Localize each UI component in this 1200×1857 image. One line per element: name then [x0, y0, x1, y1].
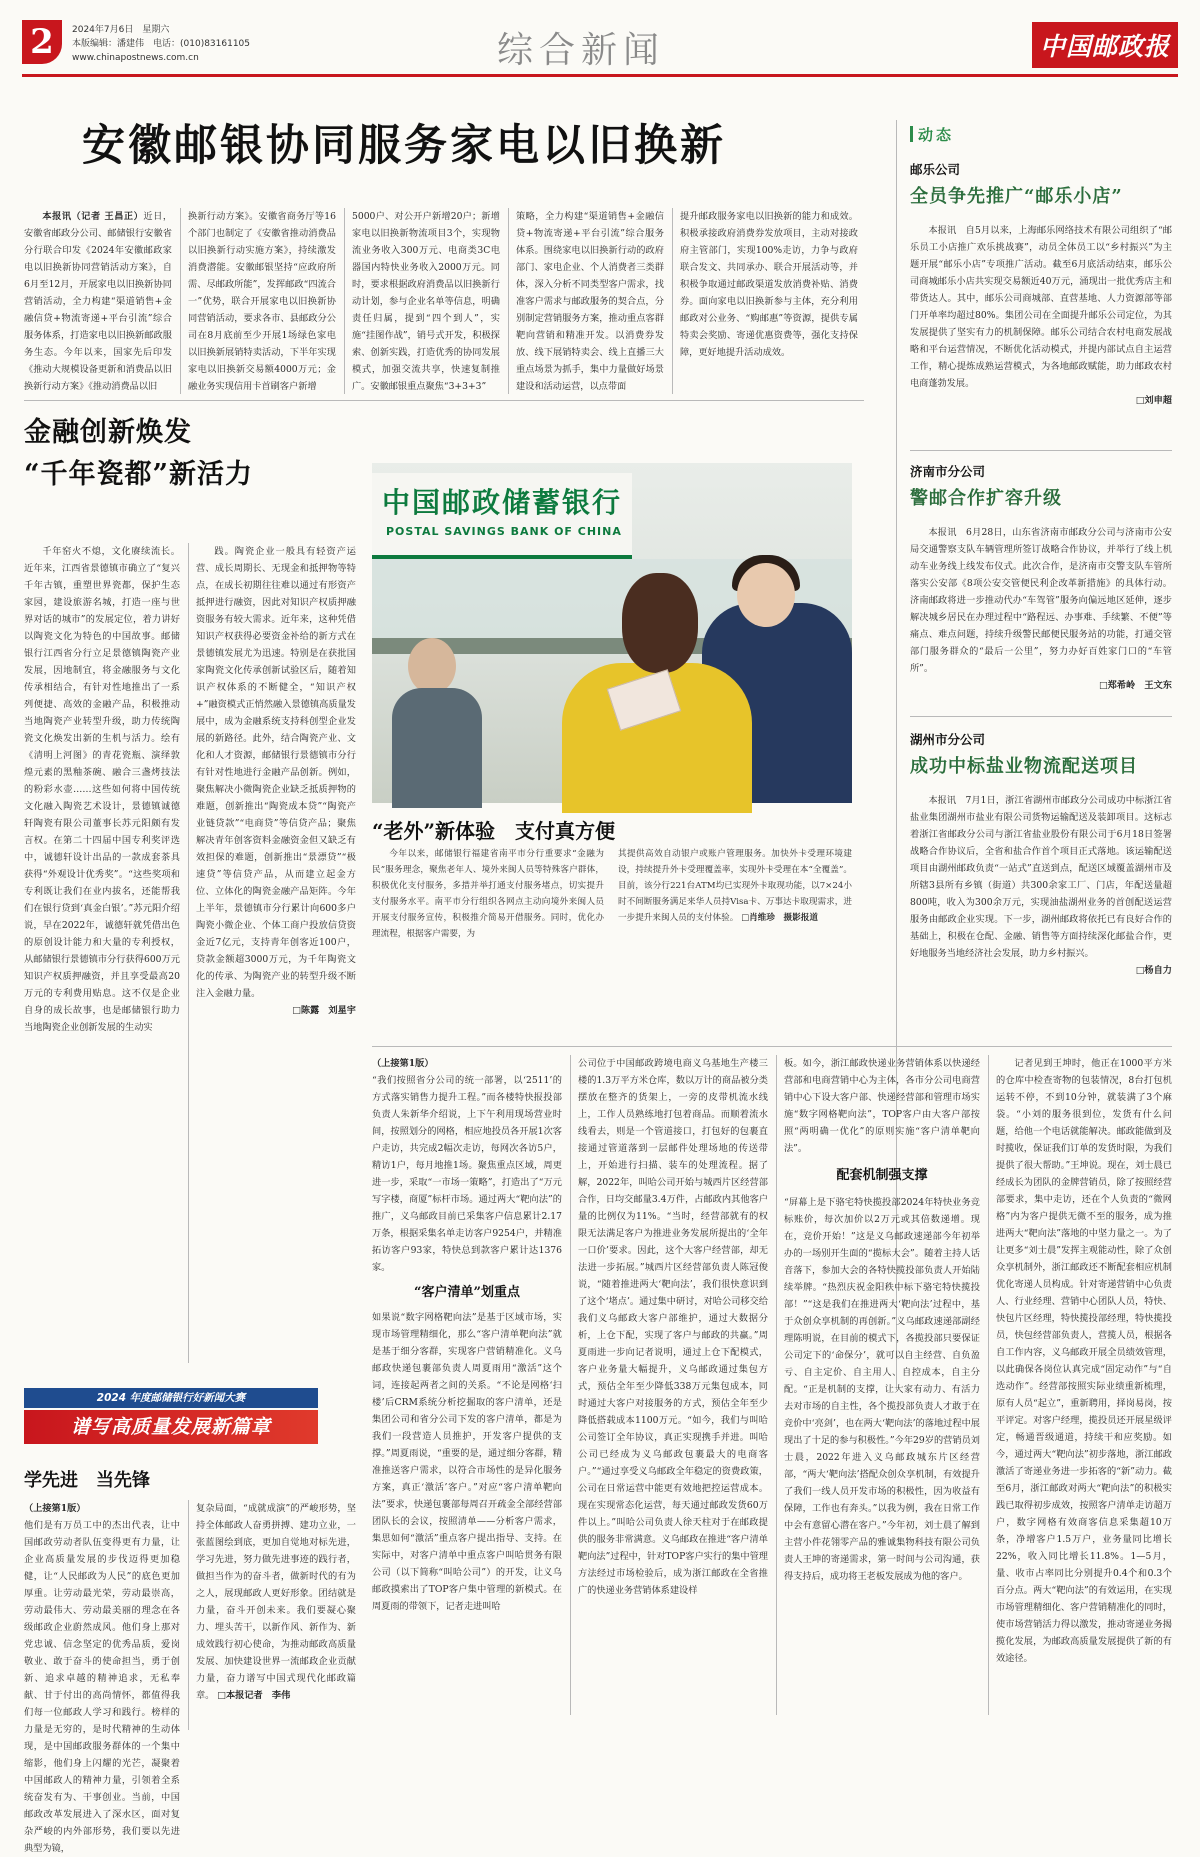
- lead-column-4: 策略，全力构建“渠道销售+金融信贷+物流寄递+平台引流”综合服务体系。围绕家电以旧换新行动的政府部门、家电企业、个人消费者三类群体，深入分析不同类型客户需求，找准客户需求与邮政服务的契合点，分别制定营销服务方案，推动重点客群靶向营销和精准开发。以消费券发放、线下展销特卖会、线上直播三大重点场景为抓手，集中力量做好场景建设和活动运营，以点带面: [516, 211, 664, 392]
- masthead-info: [72, 23, 250, 65]
- photo-person-left-body: [392, 688, 482, 808]
- ceramics-column-1: 千年窑火不熄，文化赓续流长。近年来，江西省景德镇市确立了“复兴千年古镇，重塑世界瓷都，保护生态家园，建设旅游名城，打造一座与世界对话的城市”的发展定位，着力讲好以陶瓷文化为特色的中国故事。邮储银行江西省分行立足景德镇陶瓷产业发展，因地制宜，将金融服务与文化传承相结合，有针对性地推出了一系列便捷、高效的金融产品，积极推动当地陶瓷产业转型升级，助力传统陶瓷文化焕发出新的生机与活力。绘有《清明上河图》的青花瓷瓶、演绎敦煌元素的黑釉茶碗、融合三盏烤技法的粉彩水壶……这些如何将中国传统文化融入陶瓷艺术设计，景德镇诚德轩陶瓷有限公司董事长苏元阳颇有发言权。在第二十四届中国专利奖评选中，诚德轩设计出品的一款成套茶具获得“外观设计优秀奖”。“这些奖项和专利既让我们在业内拔名，还能帮我们在银行贷到‘真金白银’。”苏元阳介绍说，早在2022年，诚德轩就凭借出色的原创设计能力和大量的专利授权，从邮储银行景德镇市分行获得600万元知识产权质押融资，并且享受最高20万元的专利费用贴息。这不仅是企业自身的成长故事，也是邮储银行助力当地陶瓷企业创新发展的生动实: [24, 546, 180, 1033]
- ceramics-headline-line2: “千年瓷都”新活力: [24, 459, 254, 490]
- learn-credit: □本报记者 李伟: [217, 1690, 291, 1701]
- ceramics-col2-text: 践。陶瓷企业一般具有轻资产运营、成长周期长、无现金和抵押物等特点，在成长初期往往难以通过有形资产抵押进行融资，因此对知识产权质押融资服务有较大需求。近年来，这种凭借知识产权获得必要资金补给的新方式在景德镇发展尤为迅速。特别是在获批国家陶瓷文化传承创新试验区后，随着知识产权体系的不断健全，“知识产权+”融资模式正悄然融入景德镇高质量发展中，成为金融系统支持科创型企业发展的新路径。此外，结合陶瓷产业、文化和人才资源，邮储银行景德镇市分行有针对性地进行金融产品创新。例如，聚焦解决小微陶瓷企业缺乏抵质押物的难题，创新推出“陶瓷成本贷”“陶瓷产业链贷款”“电商贷”等信贷产品；聚焦解决青年创客资料金融资金但又缺乏有效担保的难题，创新推出“景漂贷”“极速贷”等信贷产品，从而建立起金方位、立体化的陶瓷金融产品矩阵。今年上半年，景德镇市分行累计向600多户陶瓷小微企业、个体工商户投放信贷资金近7亿元，支持青年创客近100户，贷款金额超3000万元，为千年陶瓷文化的传承、为陶瓷产业的转型升级不断注入金融力量。: [196, 546, 356, 999]
- continued-column-3: [784, 1055, 980, 1715]
- column-divider: [508, 208, 509, 394]
- item3-signature: □杨自力: [1135, 965, 1172, 976]
- item3-body: 本报讯 7月1日，浙江省湖州市邮政分公司成功中标浙江省盐业集团湖州市盐业有限公司货物运输配送及装卸项目。这标志着浙江省邮政分公司与浙江省盐业股份有限公司于6月18日签署战略合作协议后，全省和盐合作首个项目正式落地。该运输配送项目由湖州邮政负责“一站式”直送到点，配送区域覆盖湖州市及所辖3县所有乡镇（街道）共300余家工厂、门店，年配送量超800吨，收入为300余万元，实现油盐湖州业务的首创配送运营服务由邮政企业实现。下一步，湖州邮政将依托已有良好合作的基础上，积极在仓配、金融、销售等方面持续深化邮盐合作，更好地服务当地经济社会发展，助力乡村振兴。: [910, 795, 1172, 959]
- contest-banner-top: 2024 年度邮储银行好新闻大赛: [24, 1388, 318, 1408]
- learn-col1-text: 他们是有万员工中的杰出代表，让中国邮政劳动者队伍变得更有力量，让企业高质量发展的步伐迈得更加稳健，让“人民邮政为人民”的底色更加厚重。让劳动最光荣，劳动最崇高，劳动最伟大、劳动最美丽的理念在各级邮政企业蔚然成风。他们身上那对党忠诚、信念坚定的优秀品质，爱岗敬业、敢于奋斗的使命担当，勇于创新、追求卓越的精神追求，无私奉献、甘于付出的高尚情怀，都值得我们每一位邮政人学习和践行。榜样的力量是无穷的，是时代精神的生动体现，是中国邮政服务群体的一个集中缩影，他们身上闪耀的光芒，凝聚着中国邮政人的精神力量，引领着全系统奋发有为、干事创业。当前，中国邮政改革发展进入了深水区，面对复杂严峻的内外部形势，我们要以先进典型为镜，: [24, 1520, 180, 1854]
- continued-col1-text: “我们按照省分公司的统一部署，以‘2511’的方式落实销售力提升工程。”而各楼特快报投部负责人朱新华介绍说，上下午利用现场营业时间，按照划分的网格，相应地投员各开展1次客户走访，共完成2幅次走访，每网次各访5户，精访1户，每月地推1场。聚焦重点区域，周更进一步，采取“一市场一策略”，打造出了“万元写字楼，商厦”标杆市场。通过两大“靶向法”的推广，义乌邮政目前已采集客户信息累计2.17万条，根据采集名单走访客户9254户，并精准拓访客户93家，特快总到款客户累计达1376家。: [372, 1075, 562, 1273]
- photo-person-left: [408, 638, 456, 694]
- learn-col2-text: 复杂局面，“成就成演”的严峻形势，坚持全体邮政人奋勇拼搏、建功立业，一张蓝图绘到底，更加自觉地对标先进，学习先进，努力做先进事迹的践行者，做担当作为的奋斗者，做新时代的有为之人，展现邮政人更好形象。团结就是力量，奋斗开创未来。我们要凝心聚力、埋头苦干，以新作风、新作为、新成效践行初心使命，为推动邮政高质量发展、加快建设世界一流邮政企业贡献力量，奋力谱写中国式现代化邮政篇章。: [196, 1503, 356, 1701]
- tag-bar: [910, 126, 913, 142]
- item1-signature: □刘申超: [1135, 395, 1172, 406]
- item3-headline: 成功中标盐业物流配送项目: [910, 756, 1138, 777]
- paper-logo: 中国邮政报: [1032, 22, 1178, 68]
- column-divider: [344, 208, 345, 394]
- section-divider: [372, 1046, 1172, 1047]
- continued-jump-label: （上接第1版）: [372, 1058, 434, 1069]
- photo-caption-col2: [618, 846, 852, 966]
- continued-subhead-1: “客户清单”划重点: [414, 1285, 520, 1300]
- item1-text: [910, 222, 1172, 432]
- lead-column-5: 提升邮政服务家电以旧换新的能力和成效。积极承接政府消费券发放项目，主动对接政府主管部门，实现100%走访，力争与政府联合发文、共同承办、联合开展活动等，并积极争取通过邮政渠道发放消费补贴、消费券。面向家电以旧换新参与主体，充分利用邮政对公业务、“购邮惠”等资源，提供专属特卖会奖励、寄递优惠资费等，强化支持保障，更好地提升活动成效。: [680, 211, 858, 358]
- lead-headline: 安徽邮银协同服务家电以旧换新: [82, 121, 726, 171]
- continued-column-1: [372, 1055, 562, 1715]
- continued-subhead-2: 配套机制强支撑: [836, 1168, 928, 1183]
- lead-col1-text: 近日，安徽省邮政分公司、邮储银行安徽省分行联合印发《2024年安徽邮政家电以旧换新协同营销活动方案》，自6月至12月，开展家电以旧换新协同营销活动，全力构建“渠道销售+金融信贷+物流寄递+平台引流”综合服务体系，打造家电以旧换新邮政服务生态。今年以来，国家先后印发《推动大规模设备更新和消费品以旧换新行动方案》《推动消费品以旧: [24, 211, 173, 392]
- photo-customer-head: [622, 573, 698, 673]
- photo-credit: □肖维珍 摄影报道: [741, 913, 818, 923]
- continued-col3-text: 板。如今，浙江邮政快递业务营销体系以快递经营部和电商营销中心为主体，各市分公司电商营销中心下设大客户部、快递经营部和管理市场实施“数字网格靶向法”，TOP客户由大客户部按照“两明确一优化”的原则实施“客户清单靶向法”。: [784, 1058, 980, 1154]
- continued-column-4: 记者见到王坤时，他正在1000平方米的仓库中检查寄物的包装情况，8台打包机运转不停，不到10分钟，就装满了3个麻袋。“小刘的服务很到位，发货有什么问题，给他一个电话就能解决。邮政能做到及时揽收，保证我们订单的发货时限，为我们提供了很大帮助。”王坤说。现在，刘士晨已经成长为团队的金牌营销员，除了按照经营部要求，集中走访，还在个人负责的“微网格”内为客户提供无微不至的服务，成为推进两大“靶向法”落地的中坚力量之一。为了让更多“刘士晨”发挥主观能动性，除了众创众享机制外，浙江邮政还不断配套相应机制优化寄递人员构成。针对寄递营销中心负责人、行业经理、营销中心团队人员，特快、快包片区经理，特快揽投部经理，特快揽投员，快包经营部负责人，营揽人员，根据各自工作内容，义乌邮政开展全员绩效管理，以此确保各岗位认真完成“固定动作”与“自选动作”。经营部按照实际业绩重新梳理，原有人员“起立”，重新聘用，择岗易岗，按平评定。对客户经理，揽投员还开展星级评定，畅通晋级通道，持续干和应奖励。如今，通过两大“靶向法”初步落地，浙江邮政激活了寄递业务进一步拓客的“新”动力。截至6月，浙江邮政对两大“靶向法”的积极实践已取得初步成效，按照客户清单走访超万户，数字网格有效商客信息采集超10万条，净增客户1.5万户，业务量同比增长22%，收入同比增长11.8%。1—5月，量、收市占率同比分别提升0.4个和0.3个百分点。两大“靶向法”的有效运用，在实现市场管理精细化、客户营销精准化的同时，使市场营销活力得以激发，推动寄递业务揭揽化发展，为邮政高质量发展提供了新的有效途径。: [996, 1058, 1172, 1664]
- continued-col1b-text: 如果说“数字网格靶向法”是基于区域市场，实现市场管理精细化，那么“客户清单靶向法”就是基于细分客群，实现客户营销精准化。义乌邮政快递包裹部负责人周夏雨用“激活”这个词，连接起两者之间的关系。“不论是网格‘扫楼’后CRM系统分析挖掘取的客户清单，还是集团公司和省分公司下发的客户清单，都是为我们一段营造人员推护，开发客户提供的支撑。”周夏雨说，“重要的是，通过细分客群，精准推送客户需求，以符合市场性的是异化服务方案，真正‘激活’客户。”对应“客户清单靶向法”要求，快递包裹部每周召开疏金全部经营部团队长的会议，按照清单——分析客户需求，集思如何“激活”重点客户提出指导、支持。在实际中，对客户清单中重点客户叫哈贯务有限公司（以下简称“叫哈公司”）的开发，让义乌邮政摸索出了TOP客户集中管理的新模式。在周夏雨的带领下，记者走进叫哈: [372, 1312, 562, 1612]
- column-divider: [180, 208, 181, 394]
- photo-clerk-face: [737, 563, 795, 627]
- photo-caption-title: “老外”新体验 支付真方便: [372, 819, 616, 843]
- contest-banner-main: 谱写高质量发展新篇章: [24, 1410, 318, 1444]
- photo-caption-col2-text: 其提供高效自动银户或账户管理服务。加快外卡受理环境建设，持续提升外卡受理覆盖率，实现外卡受理在本“全覆盖”。目前，该分行221台ATM均已实现外卡取现功能，以7×24小时不间断服务满足来华人员持Visa卡、万事达卡取现需求，进一步提升来闽人员的支付体验。: [618, 849, 852, 923]
- masthead: [22, 18, 1178, 74]
- bank-sign-chinese: 中国邮政储蓄银行: [382, 486, 623, 519]
- column-divider: [988, 1055, 989, 1715]
- column-divider: [188, 543, 189, 1363]
- bank-sign: [372, 473, 632, 559]
- column-divider: [672, 208, 673, 394]
- item2-headline: 警邮合作扩容升级: [910, 488, 1062, 509]
- item1-body: 本报讯 自5月以来，上海邮乐网络技术有限公司组织了“邮乐员工小店推广欢乐挑战赛”，动员全体员工以“乡村振兴”为主题开展“邮乐小店”专项推广活动。截至6月底活动结束，邮乐公司商城邮乐小店共实现交易额近40万元，涌现出一批优秀店主和带货达人。其中，邮乐公司商城部、直营基地、人力资源部等部门开单率均超过80%。集团公司在全面提升邮乐公司定位，为其发展提供了坚实有力的机制保障。邮乐公司结合农村电商发展战略和平台运营情况，不断优化活动模式，并提内部试点自主运营工作，精心提炼成熟运营模式，为各地邮政赋能，助力邮政农村电商蓬勃发展。: [910, 225, 1172, 389]
- item1-kicker: 邮乐公司: [910, 162, 961, 177]
- item2-kicker: 济南市分公司: [910, 464, 986, 479]
- ceramics-column-2: [196, 543, 356, 1363]
- continued-col3b-text: “屏幕上是下骆宅特快揽投部2024年特快业务竞标账价，每次加价以2万元或其倍数递增。现在，竞价开始！”这是义乌邮政速递部今年初举办的一场别开生面的“揽标大会”。随着主持人话音落下，参加大会的各特快揽投部负责人开始陆续举牌。“热烈庆祝金阳秩中标下骆宅特快揽投部！”“这是我们在推进两大‘靶向法’过程中，基于众创众享机制的再创新。”义乌邮政速递部副经理陈明说，在目前的模式下，各揽投部只要保证公司定下的‘命保分’，就可以自主经营、自负盈亏、自主定价、自主用人、自控成本，自主分配。“正是机制的支撑，让大家有动力、有活力去对市场的自主性，各个揽投部负责人才敢于在竞价中‘亮剑’，也在两大‘靶向法’的落地过程中展现出了十足的参与积极性。”今年29岁的营销员刘士晨，2022年进入义乌邮政城东片区经营部，“两大‘靶向法’搭配众创众享机制，有效提升了我们一线人员开发市场的积极性，因为收益有保障，工作也有奔头。”以我为例，我在日常工作中会有意留心潜在客户。”今年初，刘士晨了解到主营小件花翎零产品的雅诚集物科技有限公司负责人王坤的寄递需求，第一时间与公司沟通，获得支持后，成功将王老板发展成为他的客户。: [784, 1197, 980, 1582]
- bank-sign-english: POSTAL SAVINGS BANK OF CHINA: [386, 525, 622, 538]
- masthead-rule: [22, 74, 1178, 77]
- section-divider: [24, 400, 864, 401]
- item2-text: [910, 524, 1172, 704]
- item3-text: [910, 792, 1172, 1032]
- item3-kicker: 湖州市分公司: [910, 732, 986, 747]
- photo-caption-col1: 今年以来，邮储银行福建省南平市分行重要求“金融为民”服务理念，聚焦老年人、境外来闽人员等特殊客户群体，积极优化支付服务，多措并举打通支付服务堵点，切实提升支付服务水平。南平市分行组织各网点主动向境外来闽人员开展支付服务宣传，积极推介简易开借服务。同时，优化办理流程，根据客户需要，为: [372, 849, 604, 939]
- continued-column-2: 公司位于中国邮政跨境电商义乌基地生产楼三楼的1.3万平方米仓库，数以万计的商品被分类摆放在整齐的货架上，一旁的皮带机流水线上，工作人员熟练地打包着商品。而顺着流水线看去，则是一个管道接口，打包好的包裹直接通过管道落到一层邮件处理场地的传送带上，开始进行扫描、装车的处理流程。据了解，2022年，叫哈公司开始与城西片区经营部合作，日均交邮量3.4万件，占邮政内其他客户量的比例仅为11%。“当时，经营部就有的权限无法满足客户为推进业务发展所提出的‘全年一口价’要求。因此，这个大客户经营部，却无法进一步拓展。”城西片区经营部负责人陈冠俊说，“随着推进两大‘靶向法’，我们很快意识到了这个‘堵点’。通过集中研讨，对哈公司移交给我们义乌邮政大客户部维护，通过大数据分析，上仓下配，实现了客户与邮政的共赢。”周夏雨进一步向记者说明，通过上仓下配模式，客户业务量大幅提升，义乌邮政通过集包方式，预估全年至少降低338万元集包成本，同时通过大客户对接服务的方式，预估全年至少降低搭载成本1100万元。“如今，我们与叫哈公司签订全年协议，真正实现携手并进。叫哈公司已经成为义乌邮政包裹最大的电商客户。”“通过享受义乌邮政全年稳定的资费政策，公司在日常运营中能更有效地把控运营成本。现在实现常态化运营，每天通过邮政发货60万件以上。”叫哈公司负责人徐天柱对于在邮政提供的服务非常满意。义乌邮政在推进“客户清单靶向法”过程中，针对TOP客户实行的集中管理方法经过市场检验后，成为浙江邮政在全省推广的快递业务营销体系建设样: [578, 1058, 768, 1596]
- item1-headline: 全员争先推广“邮乐小店”: [910, 186, 1123, 207]
- ceramics-credit: □陈露 刘星宇: [292, 1005, 356, 1016]
- learn-column-1: [24, 1500, 180, 1854]
- ceramics-headline-line1: 金融创新焕发: [24, 417, 192, 448]
- column-divider: [776, 1055, 777, 1715]
- dongtai-tag: 动态: [918, 126, 955, 144]
- item2-signature: □郑希岭 王文东: [1099, 680, 1172, 691]
- item2-body: 本报讯 6月28日，山东省济南市邮政分公司与济南市公安局交通警察支队车辆管理所签订战略合作协议，并举行了线上机动车业务线上线发布仪式。此次合作，是济南市交警支队车管所落实公安部《8项公安交管便民利企改革新措施》的具体行动。济南邮政将进一步推动代办“车驾管”服务向偏远地区延伸，逐步解决城乡居民在办理过程中“路程远、办事难、手续繁、不便”等痛点、难点问题，持续升级警民邮便民服务站的功能，打通交管部门服务群众的“最后一公里”，努力办好百姓家门口的“车管所”。: [910, 527, 1172, 674]
- section-title: 综合新闻: [497, 30, 666, 71]
- column-divider: [188, 1500, 189, 1730]
- bank-counter-photo: [372, 463, 852, 803]
- learn-column-2: [196, 1500, 356, 1730]
- learn-headline: 学先进 当先锋: [24, 1470, 150, 1491]
- ceramics-headline: [24, 412, 253, 496]
- item-divider: [910, 716, 1172, 717]
- item-divider: [910, 450, 1172, 451]
- editor-line: 本版编辑：潘建伟 电话：(010)83161105: [72, 39, 251, 49]
- lead-column-2: 换新行动方案》。安徽省商务厅等16个部门也制定了《安徽省推动消费品以旧换新行动实施方案》，持续激发消费潜能。安徽邮银坚持“应政府所需、尽邮政所能”，发挥邮政“四流合一”优势，联合开展家电以旧换新协同营销活动，要求各市、县邮政分公司在8月底前至少开展1场绿色家电以旧换新展销特卖活动，下半年实现家电以旧换新交易额4000万元；金融业务实现信用卡首刷客户新增: [188, 211, 336, 392]
- lead-column-1: [24, 208, 172, 394]
- page-number: 2: [22, 20, 62, 64]
- lead-column-3: 5000户、对公开户新增20户；新增家电以旧换新物流项目3个，实现物流业务收入300万元、电商类3C电器国内特快业务收入2000万元。同时，要求根据政府消费品以旧换新行动计划，参与企业名单等信息，明确责任归属，提到“四个到人”，实施“挂图作战”，销号式开发，积极探索、创新实践，打造优秀的协同发展模式，加强交流共享，快速复制推广。安徽邮银重点聚焦“3+3+3”: [352, 211, 500, 392]
- column-divider: [570, 1055, 571, 1715]
- learn-jump-label: （上接第1版）: [24, 1503, 86, 1514]
- website-link[interactable]: www.chinapostnews.com.cn: [72, 53, 199, 63]
- lead-byline: 本报讯（记者 王昌正）: [42, 211, 144, 222]
- date-line: 2024年7月6日 星期六: [72, 25, 170, 35]
